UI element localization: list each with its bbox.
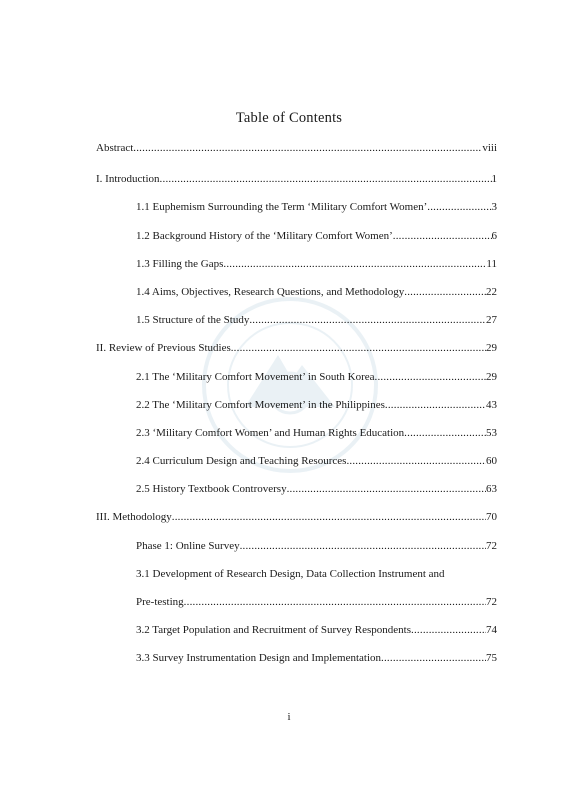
toc-entry-label: Abstract — [96, 142, 134, 154]
toc-page-number: 43 — [486, 399, 497, 411]
toc-entry-label: 1.3 Filling the Gaps — [136, 258, 224, 270]
toc-entry[interactable] — [136, 425, 497, 441]
toc-entry-label: 2.3 ‘Military Comfort Women’ and Human Rights Education — [136, 427, 405, 439]
dot-leader — [172, 509, 486, 525]
dot-leader — [160, 171, 492, 187]
toc-entry[interactable] — [136, 650, 497, 666]
toc-entry[interactable] — [136, 199, 497, 215]
dot-leader — [346, 453, 486, 469]
dot-leader — [404, 425, 486, 441]
dot-leader — [427, 199, 491, 215]
toc-page-number: 22 — [486, 286, 497, 298]
toc-entry[interactable] — [136, 594, 497, 610]
toc-page-number: 74 — [486, 624, 497, 636]
toc-page-number: viii — [482, 142, 497, 154]
toc-entry[interactable] — [96, 171, 497, 187]
toc-entry[interactable] — [136, 312, 497, 328]
toc-entry[interactable] — [136, 256, 497, 272]
toc-entry-label: 2.5 History Textbook Controversy — [136, 483, 287, 495]
toc-page-number: 63 — [486, 483, 497, 495]
toc-entry[interactable] — [136, 228, 497, 244]
dot-leader — [381, 650, 486, 666]
dot-leader — [287, 481, 486, 497]
toc-page-number: 75 — [486, 652, 497, 664]
toc-entry-label: Phase 1: Online Survey — [136, 540, 240, 552]
toc-entry[interactable] — [136, 622, 497, 638]
toc-entry-label: 2.4 Curriculum Design and Teaching Resources — [136, 455, 347, 467]
toc-page-number: 72 — [486, 596, 497, 608]
toc-page-number: 72 — [486, 540, 497, 552]
page-title: Table of Contents — [235, 110, 343, 126]
toc-page-number: 70 — [486, 511, 497, 523]
dot-leader — [411, 622, 486, 638]
toc-entry-label: Pre-testing — [136, 596, 184, 608]
toc-page-number: 29 — [486, 342, 497, 354]
toc-entry[interactable] — [96, 509, 497, 525]
toc-entry-label: 1.1 Euphemism Surrounding the Term ‘Military Comfort Women’ — [136, 201, 428, 213]
toc-entry-label: 1.2 Background History of the ‘Military Comfort Women’ — [136, 230, 393, 242]
toc-entry-label-line[interactable]: 3.1 Development of Research Design, Data Collection Instrument and — [136, 568, 445, 580]
toc-entry[interactable] — [136, 397, 497, 413]
toc-page-number: 11 — [486, 258, 497, 270]
toc-entry-label: 3.3 Survey Instrumentation Design and Implementation — [136, 652, 382, 664]
toc-page-number: 6 — [491, 230, 497, 242]
toc-entry[interactable] — [136, 538, 497, 554]
toc-entry-label: 2.1 The ‘Military Comfort Movement’ in South Korea — [136, 371, 375, 383]
dot-leader — [375, 369, 487, 385]
toc-entry-label: I. Introduction — [96, 173, 160, 185]
toc-page-number: 1 — [491, 173, 497, 185]
toc-page-number: 60 — [486, 455, 497, 467]
toc-page-number: 53 — [486, 427, 497, 439]
toc-page-number: 27 — [486, 314, 497, 326]
toc-entry-label: 3.2 Target Population and Recruitment of Survey Respondents — [136, 624, 412, 636]
toc-page-number: 29 — [486, 371, 497, 383]
dot-leader — [404, 284, 486, 300]
toc-entry-label: 1.4 Aims, Objectives, Research Questions, and Methodology — [136, 286, 405, 298]
dot-leader — [249, 312, 486, 328]
toc-page-number: 3 — [491, 201, 497, 213]
toc-entry-label: 2.2 The ‘Military Comfort Movement’ in the Philippines — [136, 399, 385, 411]
toc-entry-label: 1.5 Structure of the Study — [136, 314, 250, 326]
dot-leader — [240, 538, 486, 554]
dot-leader — [133, 140, 482, 156]
toc-entry[interactable] — [96, 140, 497, 156]
dot-leader — [184, 594, 486, 610]
dot-leader — [393, 228, 492, 244]
toc-entry[interactable] — [136, 284, 497, 300]
dot-leader — [223, 256, 486, 272]
toc-entry[interactable] — [96, 340, 497, 356]
toc-entry[interactable] — [136, 369, 497, 385]
toc-entry-label: III. Methodology — [96, 511, 172, 523]
toc-entry[interactable] — [136, 453, 497, 469]
dot-leader — [385, 397, 486, 413]
page-number: i — [287, 711, 291, 723]
dot-leader — [231, 340, 486, 356]
toc-entry[interactable] — [136, 481, 497, 497]
toc-entry-label: II. Review of Previous Studies — [96, 342, 231, 354]
